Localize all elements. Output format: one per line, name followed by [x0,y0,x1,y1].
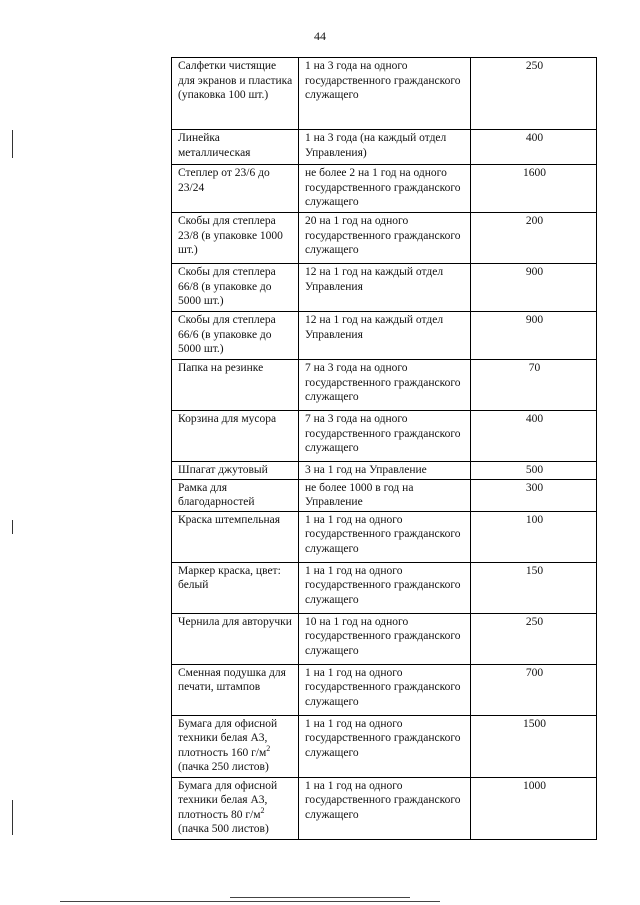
qty-cell: 100 [471,511,597,562]
qty-cell: 250 [471,613,597,664]
item-text: (пачка 500 листов) [178,823,269,835]
item-cell: Степлер от 23/6 до 23/24 [172,165,299,213]
table-row [172,165,597,213]
item-text: Бумага для офисной техники белая А3, плотность 80 г/м [178,779,278,821]
item-text: (пачка 250 листов) [178,761,269,773]
norm-cell: 1 на 1 год на одного государственного гражданского служащего [299,715,471,777]
norm-cell: 1 на 1 год на одного государственного гражданского служащего [299,664,471,715]
norm-cell: 1 на 3 года на одного государственного гражданского служащего [299,58,471,130]
table-row [172,479,597,511]
qty-cell: 150 [471,562,597,613]
norm-cell: 1 на 1 год на одного государственного гражданского служащего [299,511,471,562]
qty-cell: 700 [471,664,597,715]
item-text: Бумага для офисной техники белая А3, плотность 160 г/м [178,717,278,759]
table-row [172,312,597,360]
qty-cell: 1600 [471,165,597,213]
item-cell: Скобы для степлера 66/6 (в упаковке до 5000 шт.) [172,312,299,360]
qty-cell: 70 [471,360,597,411]
qty-cell: 400 [471,130,597,165]
item-cell: Маркер краска, цвет: белый [172,562,299,613]
qty-cell: 1000 [471,777,597,839]
qty-cell: 900 [471,312,597,360]
norm-cell: не более 2 на 1 год на одного государственного гражданского служащего [299,165,471,213]
qty-cell: 900 [471,264,597,312]
item-cell: Сменная подушка для печати, штампов [172,664,299,715]
table-row [172,360,597,411]
footer-rule [230,897,410,898]
page-number: 44 [314,29,326,43]
item-cell: Корзина для мусора [172,411,299,462]
norm-cell: 1 на 1 год на одного государственного гражданского служащего [299,562,471,613]
table-row [172,664,597,715]
scan-edge-mark [12,800,13,835]
norm-cell: 7 на 3 года на одного государственного гражданского служащего [299,411,471,462]
table-row [172,264,597,312]
item-cell: Линейка металлическая [172,130,299,165]
table-row [172,511,597,562]
item-cell [172,715,299,777]
item-cell: Салфетки чистящие для экранов и пластика (упаковка 100 шт.) [172,58,299,130]
table-row [172,213,597,264]
superscript: 2 [266,743,271,753]
item-cell [172,777,299,839]
table-row [172,777,597,839]
item-cell: Шпагат джутовый [172,462,299,480]
table-row [172,58,597,130]
norm-cell: 10 на 1 год на одного государственного гражданского служащего [299,613,471,664]
supplies-table [171,57,597,840]
table-row [172,562,597,613]
table-row [172,715,597,777]
qty-cell: 300 [471,479,597,511]
norm-cell: 12 на 1 год на каждый отдел Управления [299,312,471,360]
qty-cell: 250 [471,58,597,130]
norm-cell: 20 на 1 год на одного государственного гражданского служащего [299,213,471,264]
norm-cell: 7 на 3 года на одного государственного гражданского служащего [299,360,471,411]
norm-cell: не более 1000 в год на Управление [299,479,471,511]
qty-cell: 200 [471,213,597,264]
item-cell: Скобы для степлера 23/8 (в упаковке 1000 шт.) [172,213,299,264]
superscript: 2 [260,805,265,815]
item-cell: Папка на резинке [172,360,299,411]
table-row [172,411,597,462]
qty-cell: 1500 [471,715,597,777]
item-cell: Рамка для благодарностей [172,479,299,511]
norm-cell: 1 на 1 год на одного государственного гражданского служащего [299,777,471,839]
scan-edge-mark [12,520,13,534]
table-row [172,462,597,480]
norm-cell: 3 на 1 год на Управление [299,462,471,480]
item-cell: Чернила для авторучки [172,613,299,664]
scan-edge-mark [12,130,13,158]
table-row [172,613,597,664]
norm-cell: 1 на 3 года (на каждый отдел Управления) [299,130,471,165]
norm-cell: 12 на 1 год на каждый отдел Управления [299,264,471,312]
qty-cell: 500 [471,462,597,480]
footer-rule [60,901,440,902]
qty-cell: 400 [471,411,597,462]
table-row [172,130,597,165]
item-cell: Скобы для степлера 66/8 (в упаковке до 5000 шт.) [172,264,299,312]
item-cell: Краска штемпельная [172,511,299,562]
